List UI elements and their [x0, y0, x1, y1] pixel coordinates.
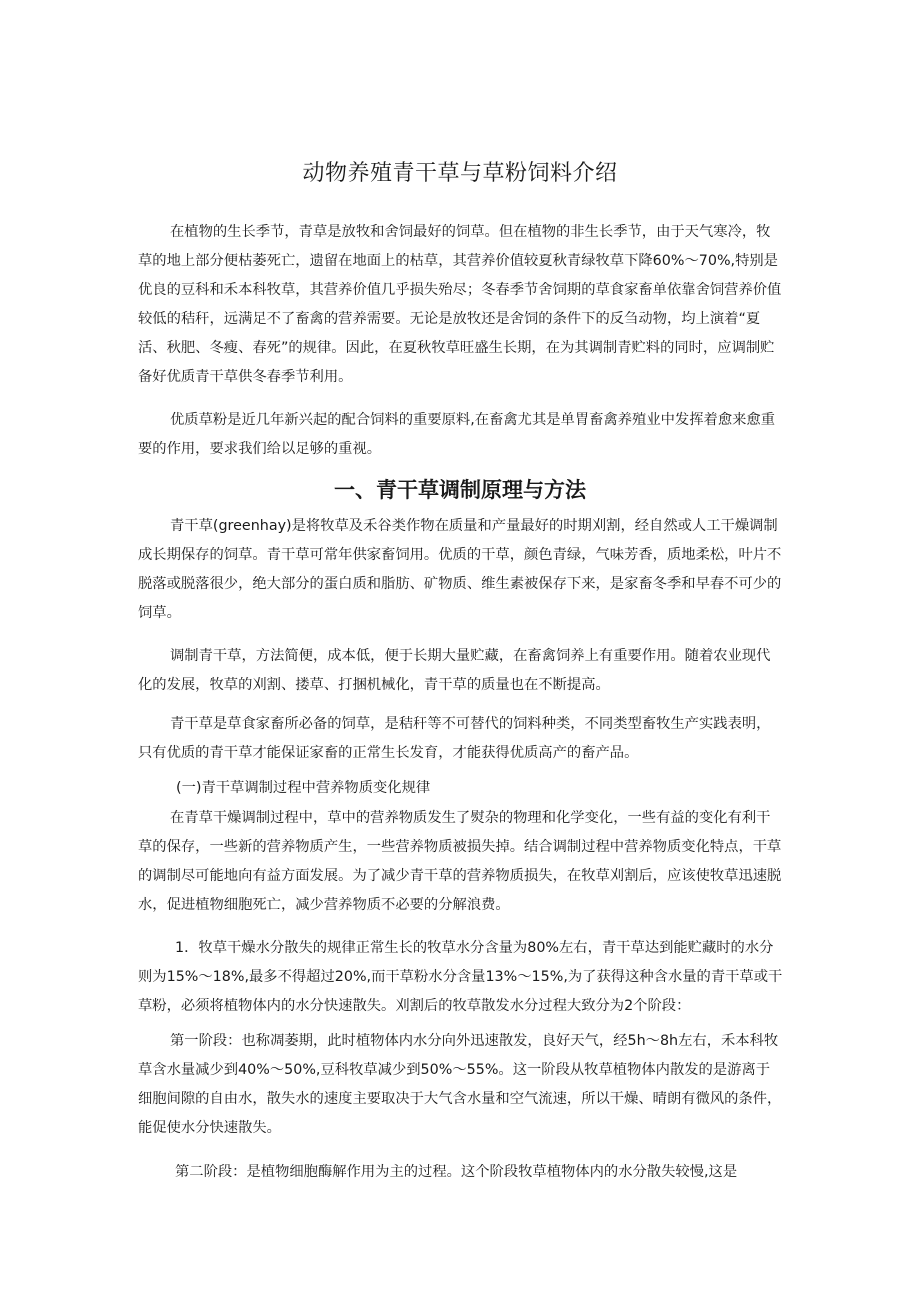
subsection-heading: (一)青干草调制过程中营养物质变化规律 [176, 780, 431, 796]
body-paragraph: 1．牧草干燥水分散失的规律正常生长的牧草水分含量为80%左右，青干草达到能贮藏时的水分则为15%～18%,最多不得超过20%,而干草粉水分含量13%～15%,为了获得这种含水量的青干草或干草粉，必须将植物体内的水分快速散失。刈割后的牧草散发水分过程大致分为2个阶段： [138, 940, 783, 1014]
body-paragraph: 第一阶段：也称凋萎期，此时植物体内水分向外迅速散发，良好天气，经5h～8h左右，禾本科牧草含水量减少到40%～50%,豆科牧草减少到50%～55%。这一阶段从牧草植物体内散发的是游离于细胞间隙的自由水，散失水的速度主要取决于大气含水量和空气流速，所以干燥、晴朗有微风的条件，能促使水分快速散失。 [138, 1033, 782, 1136]
section-heading: 一、青干草调制原理与方法 [334, 478, 586, 502]
body-paragraph: 在青草干燥调制过程中，草中的营养物质发生了熨杂的物理和化学变化，一些有益的变化有利干草的保存，一些新的营养物质产生，一些营养物质被损失掉。结合调制过程中营养物质变化特点，干草的调制尽可能地向有益方面发展。为了减少青干草的营养物质损失，在牧草刈割后，应该使牧草迅速脱水，促进植物细胞死亡，减少营养物质不必要的分解浪费。 [138, 810, 782, 913]
intro-paragraph: 优质草粉是近几年新兴起的配合饲料的重要原料,在畜禽尤其是单胃畜禽养殖业中发挥着愈来愈重要的作用，要求我们给以足够的重视。 [138, 412, 776, 457]
body-paragraph: 青干草是草食家畜所必备的饲草，是秸秆等不可替代的饲料种类，不同类型畜牧生产实践表明，只有优质的青干草才能保证家畜的正常生长发育，才能获得优质高产的畜产品。 [138, 716, 771, 761]
body-paragraph: 青干草(greenhay)是将牧草及禾谷类作物在质量和产量最好的时期刈割，经自然或人工干燥调制成长期保存的饲草。青干草可常年供家畜饲用。优质的干草，颜色青绿，气味芳香，质地柔松，叶片不脱落或脱落很少，绝大部分的蛋白质和脂肪、矿物质、维生素被保存下来，是家畜冬季和早春不可少的饲草。 [138, 518, 782, 621]
body-paragraph: 调制青干草，方法简便，成本低，便于长期大量贮藏，在畜禽饲养上有重要作用。随着农业现代化的发展，牧草的刈割、搂草、打捆机械化，青干草的质量也在不断提高。 [138, 648, 771, 693]
intro-paragraph: 在植物的生长季节，青草是放牧和舍饲最好的饲草。但在植物的非生长季节，由于天气寒冷，牧草的地上部分便枯萎死亡，遗留在地面上的枯草，其营养价值较夏秋青绿牧草下降60%～70%,特别是优良的豆科和禾本科牧草，其营养价值几乎损失殆尽；冬春季节舍饲期的草食家畜单依靠舍饲营养价值较低的秸秆，远满足不了畜禽的营养需要。无论是放牧还是舍饲的条件下的反刍动物，均上演着“夏活、秋肥、冬瘦、春死”的规律。因此，在夏秋牧草旺盛生长期，在为其调制青贮料的同时，应调制贮备好优质青干草供冬春季节利用。 [138, 224, 782, 385]
document-title: 动物养殖青干草与草粉饲料介绍 [302, 161, 618, 186]
body-paragraph: 第二阶段：是植物细胞酶解作用为主的过程。这个阶段牧草植物体内的水分散失较慢,这是 [175, 1164, 738, 1180]
